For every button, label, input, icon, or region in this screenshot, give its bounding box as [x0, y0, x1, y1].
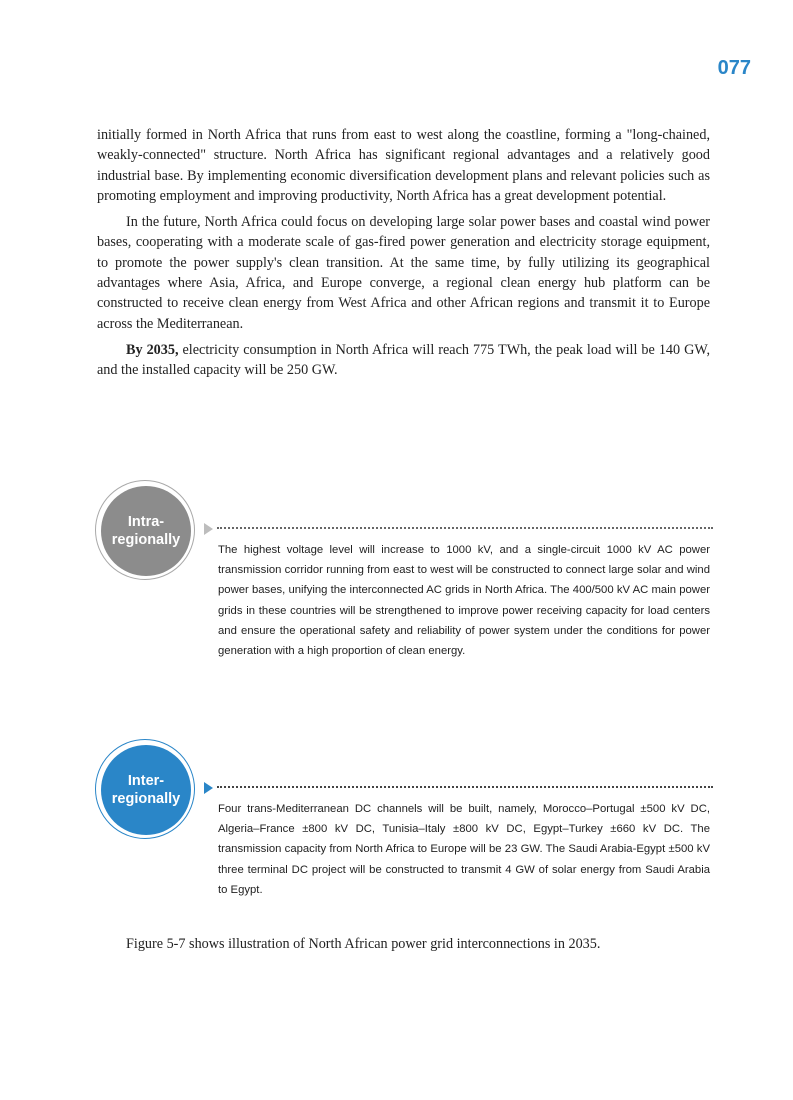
paragraph-1: initially formed in North Africa that runs from east to west along the coastline, forming a "long-chained, weakly-connected" structure. North Africa has significant regional advantages and a relatively good industrial base. By implementing economic diversification development plans and relevant policies such as promoting employment and improving productivity, North Africa has a great development potential. [97, 127, 710, 204]
body-text [97, 125, 710, 387]
inter-label-line2: regionally [111, 791, 181, 807]
intra-label-line2: regionally [111, 532, 181, 548]
inter-label-line1: Inter- [127, 773, 165, 789]
paragraph-3-lead: By 2035, [126, 341, 179, 358]
inter-regional-badge-label [101, 745, 191, 835]
arrow-right-icon [204, 782, 213, 794]
paragraph-3-body: electricity consumption in North Africa will reach 775 TWh, the peak load will be 140 GW, and the installed capacity will be 250 GW. [97, 341, 710, 379]
intra-regional-badge-label [101, 486, 191, 576]
paragraph-2: In the future, North Africa could focus on developing large solar power bases and coastal wind power bases, cooperating with a moderate scale of gas-fired power generation and electricity storage equipment, to promote the power supply's clean transition. At the same time, by fully utilizing its geographical advantages where Asia, Africa, and Europe converge, a regional clean energy hub platform can be constructed to receive clean energy from West Africa and other African regions and transmit it to Europe across the Mediterranean. [97, 214, 710, 332]
intra-regional-badge [95, 480, 195, 580]
arrow-right-icon [204, 523, 213, 535]
dotted-divider [217, 527, 713, 529]
figure-caption: Figure 5-7 shows illustration of North African power grid interconnections in 2035. [126, 936, 601, 952]
paragraph-3 [97, 340, 710, 381]
dotted-divider [217, 786, 713, 788]
inter-regional-description: Four trans-Mediterranean DC channels will be built, namely, Morocco–Portugal ±500 kV DC, Algeria–France ±800 kV DC, Tunisia–Italy ±800 kV DC, Egypt–Turkey ±660 kV DC. The transmission capacity from North Africa to Europe will be 23 GW. The Saudi Arabia-Egypt ±500 kV three terminal DC project will be constructed to transmit 4 GW of solar energy from Saudi Arabia to Egypt. [218, 803, 710, 896]
page-number: 077 [717, 57, 751, 79]
intra-regional-description: The highest voltage level will increase to 1000 kV, and a single-circuit 1000 kV AC power transmission corridor running from east to west will be constructed to connect large solar and wind power bases, unifying the interconnected AC grids in North Africa. The 400/500 kV AC main power grids in these countries will be strengthened to improve power receiving capacity for load centers and ensure the operational safety and reliability of power system under the conditions for power generation with a high proportion of clean energy. [218, 544, 710, 658]
inter-regional-badge [95, 739, 195, 839]
intra-label-line1: Intra- [127, 514, 165, 530]
